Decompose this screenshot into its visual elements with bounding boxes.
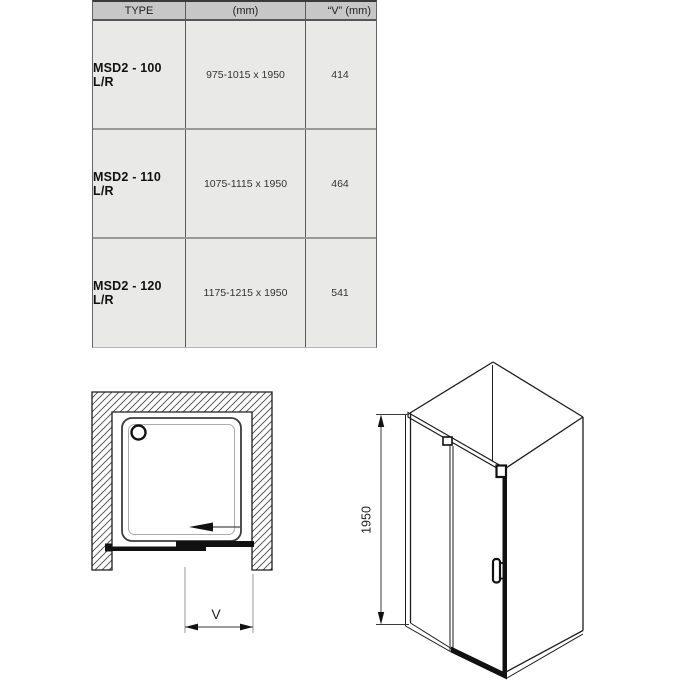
model-v-value: 414: [331, 68, 349, 81]
door-frame-profile: [503, 476, 508, 677]
rail-end-cap: [497, 466, 507, 478]
plan-view: [92, 392, 272, 633]
drain-icon: [132, 426, 146, 440]
header-cell-v: “V” (mm): [327, 4, 371, 17]
v-dimension-label: V: [211, 606, 221, 622]
bottom-edge-right-inner: [505, 631, 583, 673]
model-name: MSD2 - 120 L/R: [93, 239, 186, 347]
height-dimension-label: 1950: [359, 506, 374, 534]
bottom-edge-right-outer: [507, 634, 583, 678]
fixed-panel: [176, 541, 254, 547]
model-dimensions: 1175-1215 x 1950: [186, 239, 306, 347]
elevation-view: [360, 362, 584, 680]
bottom-edge-left-inner: [411, 623, 453, 649]
sliding-panel: [109, 547, 206, 552]
model-v-value: 464: [331, 177, 349, 190]
top-edges: [410, 362, 583, 470]
header-cell-mm: (mm): [186, 2, 306, 19]
model-name: MSD2 - 100 L/R: [93, 21, 186, 128]
model-dimensions: 975-1015 x 1950: [186, 21, 306, 128]
top-rail: [408, 413, 502, 472]
rail-bracket: [443, 437, 452, 445]
model-name: MSD2 - 110 L/R: [93, 130, 186, 237]
v-dimension: [185, 567, 253, 633]
bottom-rail: [451, 647, 507, 680]
header-cell-type: TYPE: [93, 2, 186, 19]
model-v-value: 541: [331, 287, 349, 299]
model-dimensions: 1075-1115 x 1950: [186, 130, 306, 237]
height-dimension: [360, 415, 410, 625]
bottom-edge-left-outer: [406, 626, 453, 653]
door-handle: [493, 559, 503, 583]
